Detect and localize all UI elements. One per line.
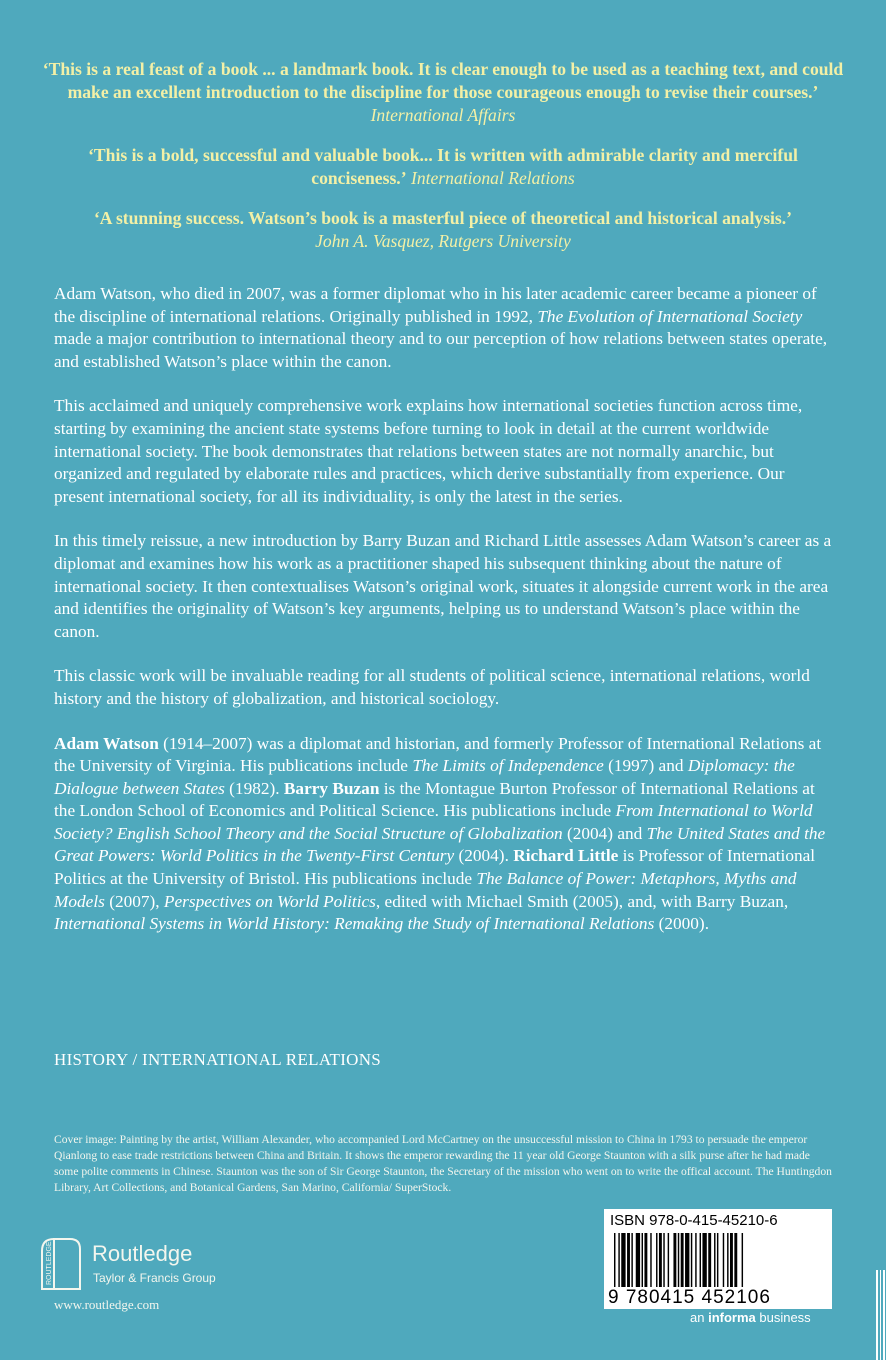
quote-text: ‘This is a real feast of a book ... a landmark book. It is clear enough to be used as a teaching text, and could make an excellent introduction to the discipline for those courageous enough to revise their courses.’ bbox=[42, 59, 844, 102]
review-quote bbox=[40, 144, 846, 190]
logo-vertical-text: ROUTLEDGE bbox=[46, 1241, 53, 1285]
blurb-paragraph: Adam Watson, who died in 2007, was a former diplomat who in his later academic career became a pioneer of the discipline of international relations. Originally published in 1992, The Evolution of International Society made a major contribution to international theory and to our perception of how relations between states operate, and established Watson’s place within the canon. bbox=[54, 284, 828, 371]
routledge-logo-icon bbox=[40, 1237, 84, 1291]
cover-image-credit: Cover image: Painting by the artist, William Alexander, who accompanied Lord McCartney on the unsuccessful mission to China in 1793 to persuade the emperor Qianlong to ease trade restrictions between China and Britain. It shows the emperor rewarding the 11 year old George Staunton with a silk purse after he had made some polite comments in Chinese. Staunton was the son of Sir George Staunton, the Secretary of the mission who went on to write the offical account. The Huntingdon Library, Art Collections, and Botanical Gardens, San Marino, California/ SuperStock. bbox=[54, 1133, 832, 1194]
publisher-logo bbox=[40, 1237, 240, 1297]
publisher-website: www.routledge.com bbox=[54, 1297, 160, 1312]
publisher-name: Routledge bbox=[92, 1241, 193, 1266]
publisher-group: Taylor & Francis Group bbox=[93, 1271, 216, 1285]
author-name: Richard Little bbox=[513, 846, 619, 866]
book-title: The Evolution of International Society bbox=[537, 306, 803, 326]
review-quote bbox=[40, 207, 846, 253]
blurb-paragraph: This acclaimed and uniquely comprehensive work explains how international societies function across time, starting by examining the ancient state systems before turning to look in detail at the current worldwide international society. The book demonstrates that relations between states are not normally anarchic, but organized and regulated by elaborate rules and practices, which derive substantially from experience. Our present international society, for all its individuality, is only the latest in the series. bbox=[54, 396, 803, 506]
subject-category: HISTORY / INTERNATIONAL RELATIONS bbox=[54, 1050, 382, 1069]
informa-tagline: an informa business bbox=[690, 1310, 811, 1325]
review-quotes bbox=[40, 58, 846, 270]
blurb-paragraph: In this timely reissue, a new introduction by Barry Buzan and Richard Little assesses Adam Watson’s career as a diplomat and examines how his work as a practitioner shaped his subsequent thinking about the nature of international society. It then contextualises Watson’s original work, situates it alongside current work in the area and identifies the originality of Watson’s key arguments, helping us to understand Watson’s place within the canon. bbox=[54, 531, 832, 641]
author-name: Adam Watson bbox=[54, 733, 159, 753]
isbn-label: ISBN 978-0-415-45210-6 bbox=[610, 1212, 778, 1229]
author-bios: Adam Watson (1914–2007) was a diplomat and historian, and formerly Professor of International Relations at the University of Virginia. His publications include The Limits of Independence (1997) and Diplomacy: the Dialogue between States (1982). Barry Buzan is the Montague Burton Professor of International Relations at the London School of Economics and Political Science. His publications include From International to World Society? English School Theory and the Social Structure of Globalization (2004) and The United States and the Great Powers: World Politics in the Twenty-First Century (2004). Richard Little is Professor of International Politics at the University of Bristol. His publications include The Balance of Power: Metaphors, Myths and Models (2007), Perspectives on World Politics, edited with Michael Smith (2005), and, with Barry Buzan, International Systems in World History: Remaking the Study of International Relations (2000). bbox=[54, 733, 826, 934]
quote-text: ‘A stunning success. Watson’s book is a masterful piece of theoretical and historical analysis.’ bbox=[93, 208, 793, 228]
quote-source: John A. Vasquez, Rutgers University bbox=[315, 231, 571, 251]
informa-brand: informa bbox=[708, 1310, 756, 1325]
blurb bbox=[54, 283, 834, 958]
barcode-digits: 9 780415 452106 bbox=[608, 1287, 828, 1309]
quote-source: International Relations bbox=[410, 168, 575, 188]
blurb-paragraph: This classic work will be invaluable reading for all students of political science, international relations, world history and the history of globalization, and historical sociology. bbox=[54, 666, 810, 708]
barcode-icon bbox=[610, 1233, 826, 1295]
author-name: Barry Buzan bbox=[283, 778, 380, 798]
review-quote bbox=[40, 58, 846, 127]
spine-edge-marks bbox=[874, 1270, 886, 1360]
quote-text: ‘This is a bold, successful and valuable book... It is written with admirable clarity and merciful conciseness.’ bbox=[88, 145, 798, 188]
isbn-barcode bbox=[604, 1209, 832, 1309]
quote-source: International Affairs bbox=[370, 105, 516, 125]
